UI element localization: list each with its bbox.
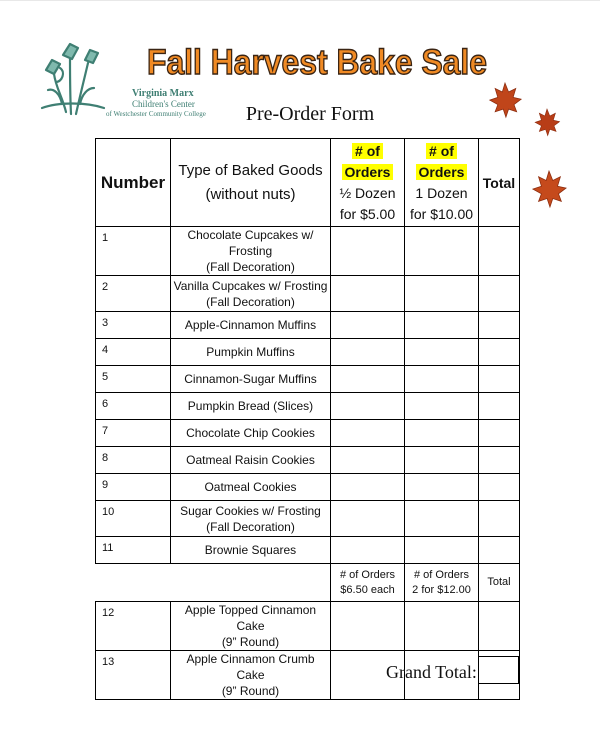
order-cell-a[interactable] bbox=[331, 474, 405, 501]
header-half-dozen-line3: ½ Dozen bbox=[339, 184, 396, 201]
header-type-line2: (without nuts) bbox=[205, 185, 296, 203]
item-description bbox=[171, 447, 331, 474]
item-number: 3 bbox=[96, 312, 171, 339]
item-description bbox=[171, 339, 331, 366]
page-title bbox=[145, 36, 505, 86]
empty-cell bbox=[171, 564, 331, 602]
item-description bbox=[171, 227, 331, 276]
logo-name: Virginia Marx bbox=[132, 88, 194, 99]
table-row bbox=[96, 501, 520, 537]
table-row bbox=[96, 276, 520, 312]
table-row bbox=[96, 393, 520, 420]
item-description bbox=[171, 602, 331, 651]
table-header-row bbox=[96, 139, 520, 227]
order-cell-b[interactable] bbox=[405, 447, 479, 474]
subheader-two-for-line1: # of Orders bbox=[413, 568, 470, 581]
item-name: Sugar Cookies w/ Frosting bbox=[180, 503, 321, 518]
header-dozen-line4: for $10.00 bbox=[409, 205, 474, 222]
subheader-two-for-line2: 2 for $12.00 bbox=[412, 583, 471, 596]
item-note: (9” Round) bbox=[221, 684, 280, 698]
item-name: Vanilla Cupcakes w/ Frosting bbox=[173, 278, 328, 293]
table-row bbox=[96, 420, 520, 447]
order-cell-a[interactable] bbox=[331, 339, 405, 366]
item-number: 9 bbox=[96, 474, 171, 501]
logo-center: Children's Center bbox=[132, 99, 195, 109]
order-cell-a[interactable] bbox=[331, 537, 405, 564]
subheader-each-line1: # of Orders bbox=[339, 568, 396, 581]
item-name: Pumpkin Bread (Slices) bbox=[187, 399, 314, 413]
total-cell[interactable] bbox=[479, 393, 520, 420]
item-description bbox=[171, 366, 331, 393]
item-name: Oatmeal Cookies bbox=[204, 480, 297, 494]
order-cell-b[interactable] bbox=[405, 312, 479, 339]
item-number: 2 bbox=[96, 276, 171, 312]
table-row bbox=[96, 474, 520, 501]
order-cell-b[interactable] bbox=[405, 339, 479, 366]
maple-leaf-icon bbox=[533, 107, 561, 139]
header-dozen bbox=[405, 139, 479, 227]
table-row bbox=[96, 366, 520, 393]
order-cell-a[interactable] bbox=[331, 447, 405, 474]
order-cell-b[interactable] bbox=[405, 420, 479, 447]
item-description bbox=[171, 312, 331, 339]
total-cell[interactable] bbox=[479, 420, 520, 447]
order-cell-a[interactable] bbox=[331, 312, 405, 339]
cake-subheader-row bbox=[96, 564, 520, 602]
cake-rows bbox=[96, 602, 520, 700]
subheader-each-line2: $6.50 each bbox=[340, 583, 395, 596]
total-cell[interactable] bbox=[479, 227, 520, 276]
item-name: Apple Topped Cinnamon Cake bbox=[184, 603, 317, 633]
total-cell[interactable] bbox=[479, 312, 520, 339]
order-cell-a[interactable] bbox=[331, 227, 405, 276]
total-cell[interactable] bbox=[479, 474, 520, 501]
pre-order-table bbox=[95, 138, 520, 700]
item-note: (9” Round) bbox=[221, 635, 280, 649]
order-cell-a[interactable] bbox=[331, 602, 405, 651]
order-cell-b[interactable] bbox=[405, 227, 479, 276]
item-name: Apple-Cinnamon Muffins bbox=[184, 318, 317, 332]
total-cell[interactable] bbox=[479, 447, 520, 474]
total-cell[interactable] bbox=[479, 501, 520, 537]
subheader-total: Total bbox=[479, 564, 520, 602]
table-row bbox=[96, 339, 520, 366]
table-row bbox=[96, 447, 520, 474]
bake-goods-rows bbox=[96, 227, 520, 564]
header-half-dozen-line2: Orders bbox=[342, 164, 394, 180]
total-cell[interactable] bbox=[479, 602, 520, 651]
header-dozen-line1: # of bbox=[426, 143, 457, 159]
table-row bbox=[96, 602, 520, 651]
item-number: 6 bbox=[96, 393, 171, 420]
item-name: Apple Cinnamon Crumb Cake bbox=[186, 652, 315, 682]
item-note: (Fall Decoration) bbox=[206, 294, 295, 309]
header-dozen-line3: 1 Dozen bbox=[415, 184, 468, 201]
maple-leaf-icon bbox=[530, 168, 568, 212]
item-description bbox=[171, 501, 331, 537]
order-cell-b[interactable] bbox=[405, 602, 479, 651]
item-description bbox=[171, 651, 331, 700]
grand-total-field[interactable] bbox=[478, 656, 519, 684]
order-cell-a[interactable] bbox=[331, 393, 405, 420]
item-number: 1 bbox=[96, 227, 171, 276]
empty-cell bbox=[96, 564, 171, 602]
header-type bbox=[171, 139, 331, 227]
item-name: Brownie Squares bbox=[204, 543, 297, 557]
item-description bbox=[171, 537, 331, 564]
item-number: 5 bbox=[96, 366, 171, 393]
item-description bbox=[171, 393, 331, 420]
subheader-each bbox=[331, 564, 405, 602]
total-cell[interactable] bbox=[479, 339, 520, 366]
header-half-dozen bbox=[331, 139, 405, 227]
header-type-line1: Type of Baked Goods bbox=[178, 161, 323, 179]
item-name: Chocolate Chip Cookies bbox=[186, 426, 315, 440]
top-divider bbox=[0, 0, 600, 1]
order-cell-a[interactable] bbox=[331, 276, 405, 312]
order-cell-b[interactable] bbox=[405, 366, 479, 393]
item-description bbox=[171, 276, 331, 312]
item-number: 12 bbox=[96, 602, 171, 651]
order-cell-b[interactable] bbox=[405, 276, 479, 312]
total-cell[interactable] bbox=[479, 537, 520, 564]
order-cell-a[interactable] bbox=[331, 420, 405, 447]
item-number: 8 bbox=[96, 447, 171, 474]
item-number: 7 bbox=[96, 420, 171, 447]
tulip-logo-icon bbox=[40, 38, 108, 120]
item-number: 11 bbox=[96, 537, 171, 564]
item-name: Cinnamon-Sugar Muffins bbox=[184, 372, 317, 386]
order-cell-b[interactable] bbox=[405, 393, 479, 420]
item-note: (Fall Decoration) bbox=[206, 260, 295, 274]
item-number: 4 bbox=[96, 339, 171, 366]
table-row bbox=[96, 312, 520, 339]
header-half-dozen-line4: for $5.00 bbox=[339, 205, 396, 222]
item-description bbox=[171, 420, 331, 447]
item-name: Pumpkin Muffins bbox=[206, 345, 295, 359]
logo-college: of Westchester Community College bbox=[106, 110, 206, 118]
item-description bbox=[171, 474, 331, 501]
header-number: Number bbox=[96, 139, 171, 227]
header-dozen-line2: Orders bbox=[416, 164, 468, 180]
subheader-two-for bbox=[405, 564, 479, 602]
order-cell-b[interactable] bbox=[405, 537, 479, 564]
table-row bbox=[96, 537, 520, 564]
order-cell-b[interactable] bbox=[405, 501, 479, 537]
item-note: (Fall Decoration) bbox=[206, 519, 295, 534]
total-cell[interactable] bbox=[479, 366, 520, 393]
header-half-dozen-line1: # of bbox=[352, 143, 383, 159]
order-cell-a[interactable] bbox=[331, 366, 405, 393]
item-name: Oatmeal Raisin Cookies bbox=[186, 453, 315, 467]
table-row bbox=[96, 227, 520, 276]
maple-leaf-icon bbox=[487, 80, 523, 122]
order-cell-a[interactable] bbox=[331, 501, 405, 537]
item-name: Chocolate Cupcakes w/ Frosting bbox=[187, 228, 314, 258]
item-number: 13 bbox=[96, 651, 171, 700]
page-title-text: Fall Harvest Bake Sale bbox=[147, 43, 487, 82]
total-cell[interactable] bbox=[479, 276, 520, 312]
grand-total-label: Grand Total: bbox=[386, 662, 477, 682]
item-number: 10 bbox=[96, 501, 171, 537]
header-total: Total bbox=[479, 139, 520, 227]
form-subtitle: Pre-Order Form bbox=[245, 103, 375, 125]
order-cell-b[interactable] bbox=[405, 474, 479, 501]
